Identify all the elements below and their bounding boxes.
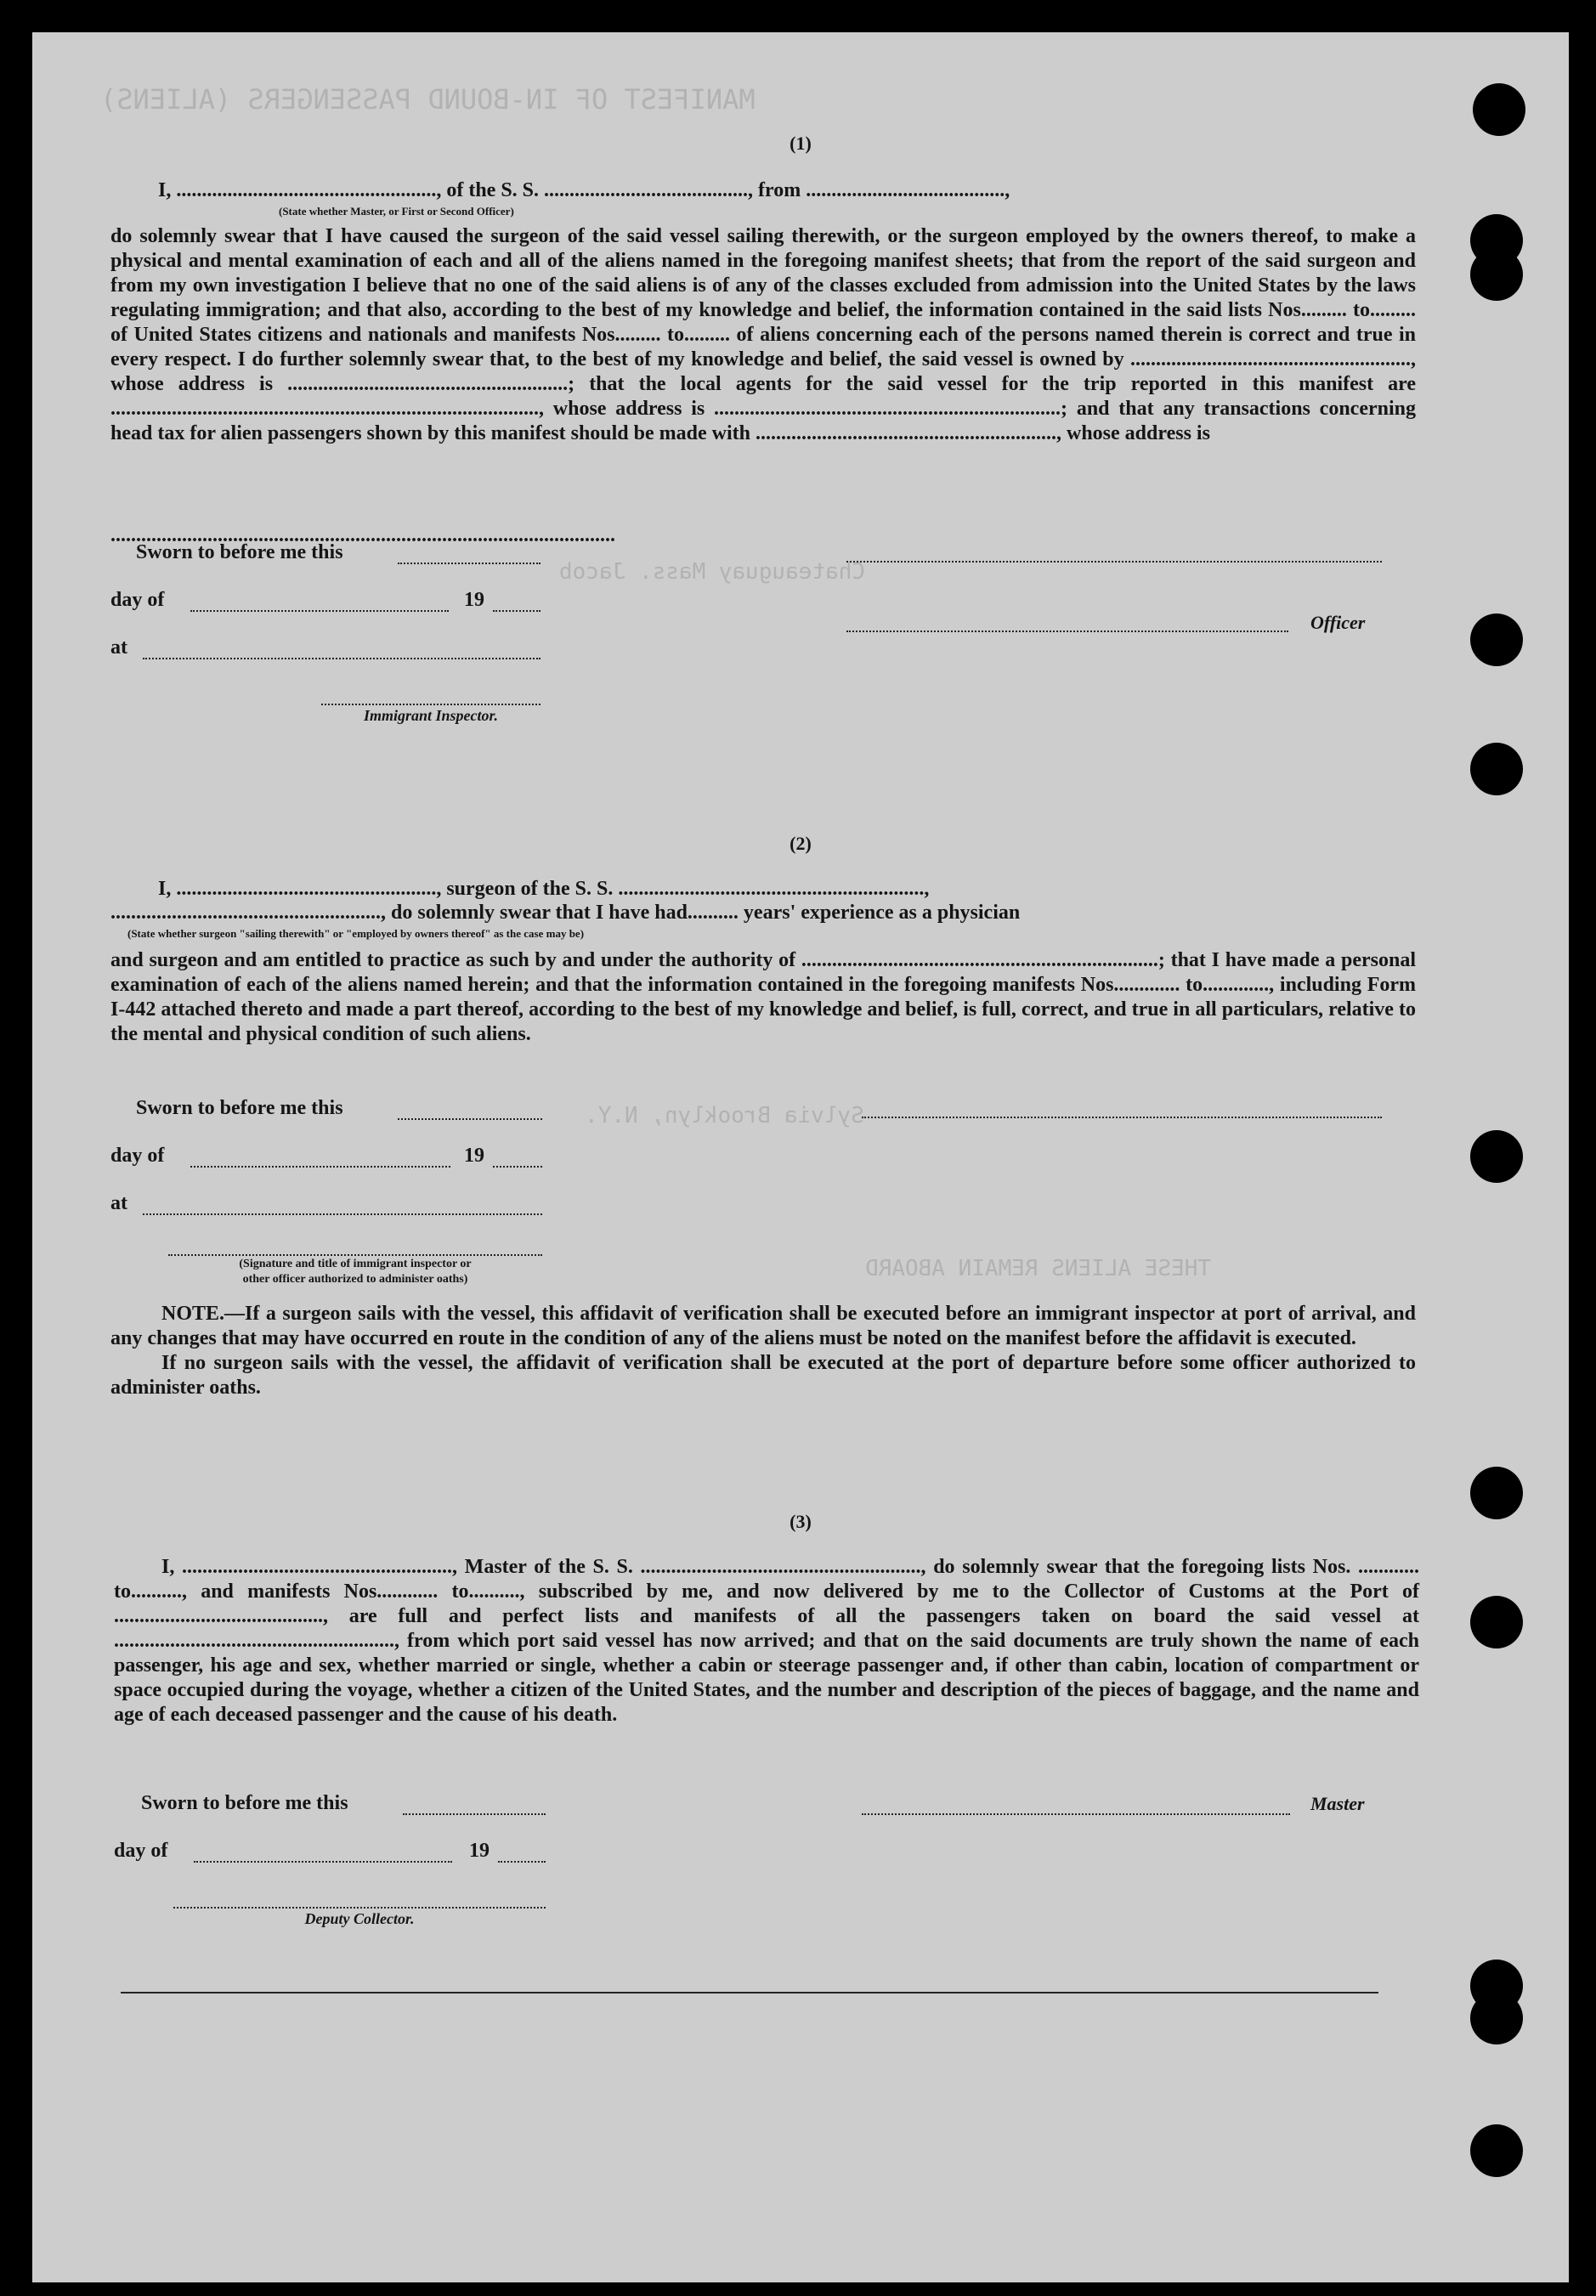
section-2-oath-text — [110, 948, 1416, 1047]
section-3-day-label: day of — [114, 1840, 168, 1862]
punch-hole — [1470, 1467, 1523, 1519]
section-1-day-label: day of — [110, 589, 165, 611]
section-3-master-role: Master — [1310, 1793, 1365, 1814]
officer-rank-caption: (State whether Master, or First or Second Officer) — [279, 205, 514, 218]
section-2-year-label: 19 — [464, 1145, 484, 1167]
bleed-through-text: Chateauguay Mass. Jacob — [559, 559, 866, 585]
section-1-sworn-label: Sworn to before me this — [136, 541, 343, 563]
section-2-note-text: NOTE.—If a surgeon sails with the vessel, this affidavit of verification shall be executed before an immigrant inspector at port of arrival, and any changes that may have occurred en route in the condition of any of the aliens must be noted on the manifest before the affidavit is executed. — [110, 1303, 1416, 1349]
punch-hole — [1470, 614, 1523, 666]
section-1-inspector-signature-line — [321, 704, 540, 705]
section-2-at-label: at — [110, 1192, 127, 1214]
section-2-sworn-label: Sworn to before me this — [136, 1097, 343, 1119]
section-2-signature-caption-1: (Signature and title of immigrant inspector or — [239, 1258, 472, 1270]
section-3-year-label: 19 — [469, 1840, 490, 1862]
surgeon-status-caption: (State whether surgeon "sailing therewith" or "employed by owners thereof" as the case may be) — [127, 927, 585, 940]
section-1-at-label: at — [110, 636, 127, 659]
section-3-sworn-label: Sworn to before me this — [141, 1792, 348, 1814]
page-bottom-rule — [121, 1992, 1378, 1993]
section-3-collector-signature-line — [173, 1907, 546, 1909]
section-1-at-blank — [143, 658, 540, 659]
section-3-day-blank — [194, 1861, 452, 1863]
section-2-day-label: day of — [110, 1145, 165, 1167]
punch-hole — [1470, 248, 1523, 301]
bleed-through-text: MANIFEST OF IN-BOUND PASSENGERS (ALIENS) — [100, 83, 756, 116]
section-2-year-blank — [493, 1166, 542, 1168]
section-3-year-blank — [498, 1861, 546, 1863]
bleed-through-text: THESE ALIENS REMAIN ABOARD — [865, 1256, 1211, 1281]
manifest-reverse-page — [32, 32, 1569, 2282]
punch-hole — [1470, 743, 1523, 795]
section-2-oath-paragraph: and surgeon and am entitled to practice as such by and under the authority of ......................................................................; that I have made a personal examination of each of the aliens named herein; and that the information contained in the foregoing manifests Nos............. to............., including Form I-442 attached thereto and made a part thereof, according to the best of my knowledge and belief, is full, correct, and true in all particulars, relative to the mental and physical condition of such aliens. — [110, 949, 1416, 1045]
section-1-officer-role: Officer — [1310, 612, 1366, 633]
punch-hole — [1470, 1596, 1523, 1648]
section-3-sworn-day-blank — [403, 1813, 546, 1815]
section-3-oath-paragraph: I, ....................................................., Master of the S. S. ......................................................., do solemnly swear that the foregoing lists Nos. ............ to.........., and manifests Nos............ to.........., subscribed by me, and now delivered by me to the Collector of Customs at the Port of ........................................., are full and perfect lists and manifests of all the passengers taken on board the said vessel at ......................................................., from which port said vessel has now arrived; and that on the said documents are truly shown the name of each passenger, his age and sex, whether married or single, whether a cabin or steerage passenger and, if other than cabin, location of compartment or space occupied during the voyage, whether a citizen of the United States, and the number and description of the pieces of baggage, and the name and age of each deceased passenger and the cause of his death. — [114, 1556, 1419, 1726]
section-3-collector-caption: Deputy Collector. — [304, 1910, 415, 1927]
section-1-heading: (1) — [790, 133, 812, 154]
section-1-year-blank — [493, 610, 540, 612]
punch-hole — [1473, 83, 1525, 136]
section-2-heading: (2) — [790, 833, 812, 854]
punch-hole — [1470, 1130, 1523, 1183]
section-2-note-text-2: If no surgeon sails with the vessel, the affidavit of verification shall be executed at the port of departure before some officer authorized to administer oaths. — [110, 1352, 1416, 1399]
section-2-day-blank — [190, 1166, 450, 1168]
section-2-sworn-day-blank — [398, 1118, 542, 1120]
punch-hole — [1470, 2124, 1523, 2177]
section-2-note — [110, 1302, 1416, 1400]
section-2-first-line: I, ..................................................., surgeon of the S. S. ............................................................, — [158, 878, 930, 900]
section-1-oath-paragraph: do solemnly swear that I have caused the surgeon of the said vessel sailing therewith, or the surgeon employed by the owners thereof, to make a physical and mental examination of each and all of the aliens named in the foregoing manifest sheets; that from the report of the said surgeon and from my own investigation I believe that no one of the said aliens is of any of the classes excluded from admission into the United States by the laws regulating immigration; and that also, according to the best of my knowledge and belief, the information contained in the said lists Nos......... to......... of United States citizens and nationals and manifests Nos......... to......... of aliens concerning each of the persons named therein is correct and true in every respect. I do further solemnly swear that, to the best of my knowledge and belief, the said vessel is owned by ......................................................., whose address is .......................................................; that the local agents for the said vessel for the trip reported in this manifest are ...................................................................................., whose address is ....................................................................; and that any transactions concerning head tax for alien passengers shown by this manifest should be made with ..........................................................., whose address is — [110, 225, 1416, 444]
section-1-year-label: 19 — [464, 589, 484, 611]
section-2-surgeon-signature-line — [862, 1117, 1382, 1118]
section-1-officer-name-line — [846, 631, 1288, 632]
section-3-oath-text — [114, 1555, 1419, 1728]
punch-hole — [1470, 1992, 1523, 2044]
section-1-officer-signature-line — [846, 561, 1382, 563]
section-2-at-blank — [143, 1213, 542, 1215]
section-2-inspector-signature-line — [168, 1254, 542, 1256]
section-1-inspector-caption: Immigrant Inspector. — [363, 707, 499, 724]
section-2-signature-caption-2: other officer authorized to administer oaths) — [242, 1273, 468, 1286]
section-3-master-signature-line — [862, 1813, 1290, 1815]
section-1-day-blank — [190, 610, 449, 612]
section-3-heading: (3) — [790, 1511, 812, 1532]
section-1-oath-text — [110, 224, 1416, 446]
bleed-through-text: Sylvia Brooklyn, N.Y. — [585, 1103, 864, 1128]
section-2-second-line: ....................................................., do solemnly swear that I have had.......... years' experience as a physician — [110, 902, 1021, 924]
section-1-sworn-day-blank — [398, 563, 540, 564]
section-1-tail-line: ................................................................................................... — [110, 524, 615, 546]
section-1-first-line: I, ..................................................., of the S. S. ........................................, from ......................................., — [158, 179, 1010, 201]
